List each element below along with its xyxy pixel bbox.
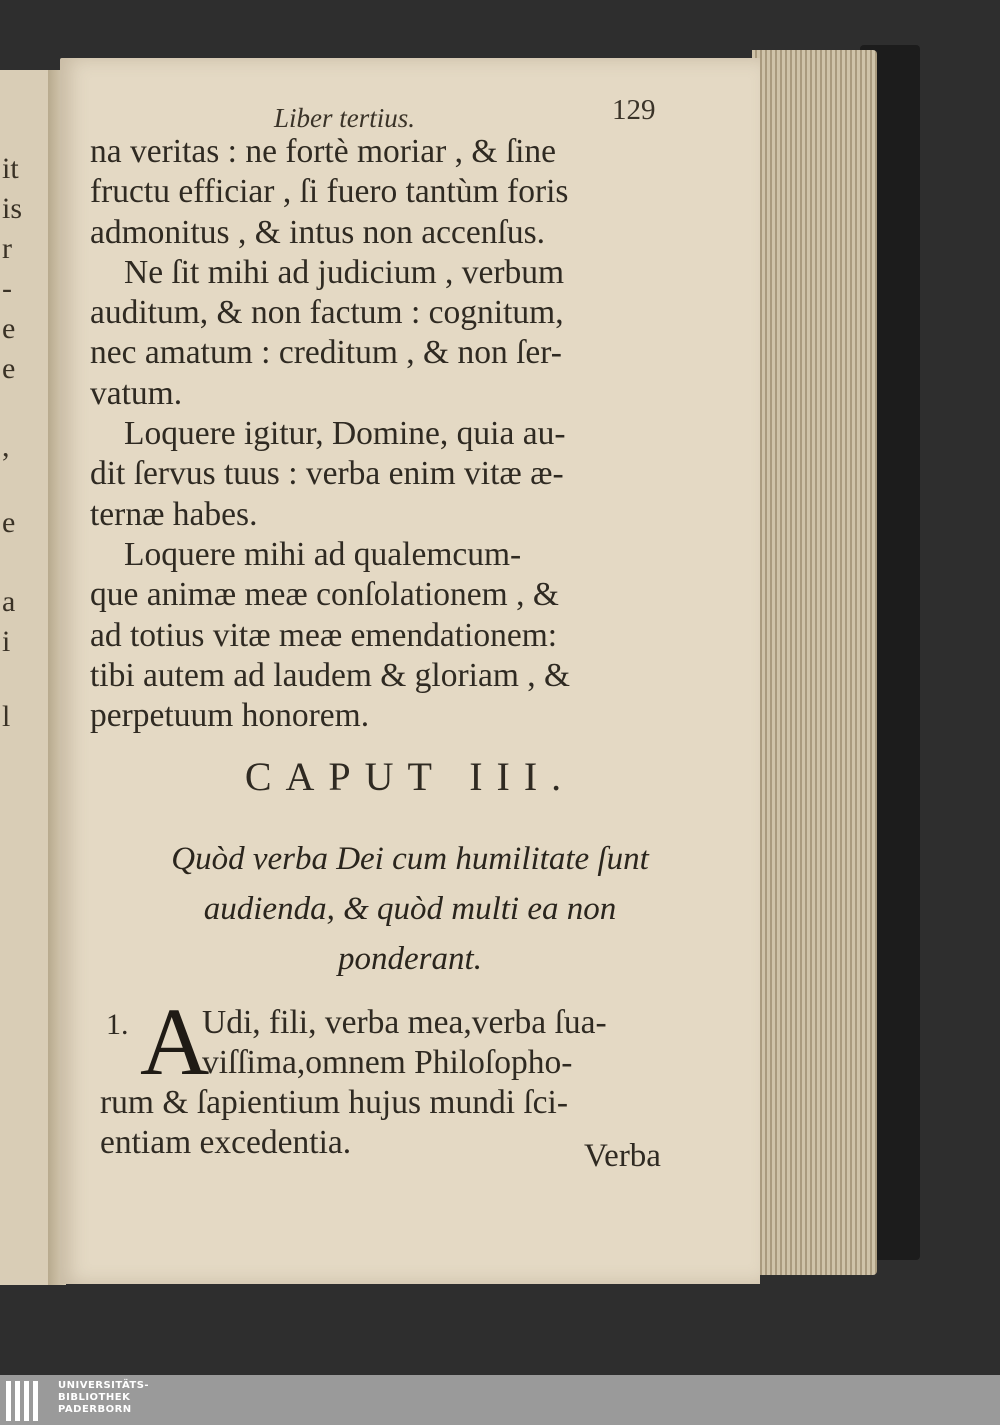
page-edges: [752, 50, 877, 1275]
library-footer: [0, 1375, 1000, 1425]
text-line: perpetuum honorem.: [90, 697, 370, 735]
text-line: Loquere mihi ad qualemcum-: [124, 535, 522, 573]
text-line: admonitus , & intus non accenſus.: [90, 213, 545, 251]
text-line: vatum.: [90, 374, 183, 412]
text-line: na veritas : ne fortè moriar , & ſine: [90, 133, 557, 170]
verse-line: entiam excedentia.: [100, 1124, 352, 1161]
text-line: tibi autem ad laudem & gloriam , &: [90, 656, 571, 694]
library-logo-text: [58, 1380, 149, 1416]
verse-line: rum & ſapientium hujus mundi ſci-: [100, 1084, 569, 1121]
logo-line: UNIVERSITÄTS-: [58, 1380, 150, 1391]
page-number: 129: [612, 94, 656, 126]
library-logo-icon: [6, 1381, 48, 1421]
text-line: Ne ſit mihi ad judicium , verbum: [124, 253, 565, 291]
paragraph-block: [90, 132, 705, 736]
logo-line: PADERBORN: [58, 1404, 132, 1415]
text-line: ternæ habes.: [90, 495, 258, 533]
facing-page-fragment: e: [2, 352, 16, 385]
facing-page-fragment: a: [2, 585, 16, 618]
verse-number: 1.: [106, 1008, 129, 1041]
text-line: ad totius vitæ meæ emendationem:: [90, 616, 558, 654]
verse-line: viſſima,omnem Philoſopho-: [202, 1044, 573, 1081]
verse-line: Udi, fili, verba mea,verba ſua-: [202, 1004, 607, 1041]
facing-page-fragment: it: [2, 152, 19, 185]
text-line: auditum, & non factum : cognitum,: [90, 294, 564, 332]
book-page: [60, 58, 760, 1284]
text-line: Loquere igitur, Domine, quia au-: [124, 415, 566, 453]
facing-page-fragment: is: [2, 192, 23, 225]
text-line: nec amatum : creditum , & non ſer-: [90, 334, 562, 372]
subtitle-line: ponderant.: [338, 941, 482, 977]
catchword: Verba: [584, 1138, 661, 1174]
facing-page-fragment: e: [2, 506, 16, 539]
running-head: Liber tertius.: [274, 103, 416, 133]
logo-line: BIBLIOTHEK: [58, 1392, 131, 1403]
text-line: que animæ meæ conſolationem , &: [90, 576, 559, 614]
drop-cap: A: [140, 988, 210, 1095]
text-line: dit ſervus tuus : verba enim vitæ æ-: [90, 455, 564, 493]
subtitle-line: Quòd verba Dei cum humilitate ſunt: [171, 841, 649, 877]
facing-page-fragment: -: [2, 272, 12, 305]
facing-page-fragment: l: [2, 700, 11, 733]
subtitle-line: audienda, & quòd multi ea non: [203, 891, 617, 927]
text-line: fructu efficiar , ſi fuero tantùm foris: [90, 173, 569, 211]
facing-page-fragment: e: [2, 312, 16, 345]
facing-page-fragment: ,: [2, 430, 10, 463]
chapter-heading: CAPUT III.: [244, 754, 576, 799]
chapter-subtitle: [100, 834, 720, 984]
facing-page-fragment: i: [2, 625, 11, 658]
facing-page-fragment: r: [2, 232, 12, 265]
